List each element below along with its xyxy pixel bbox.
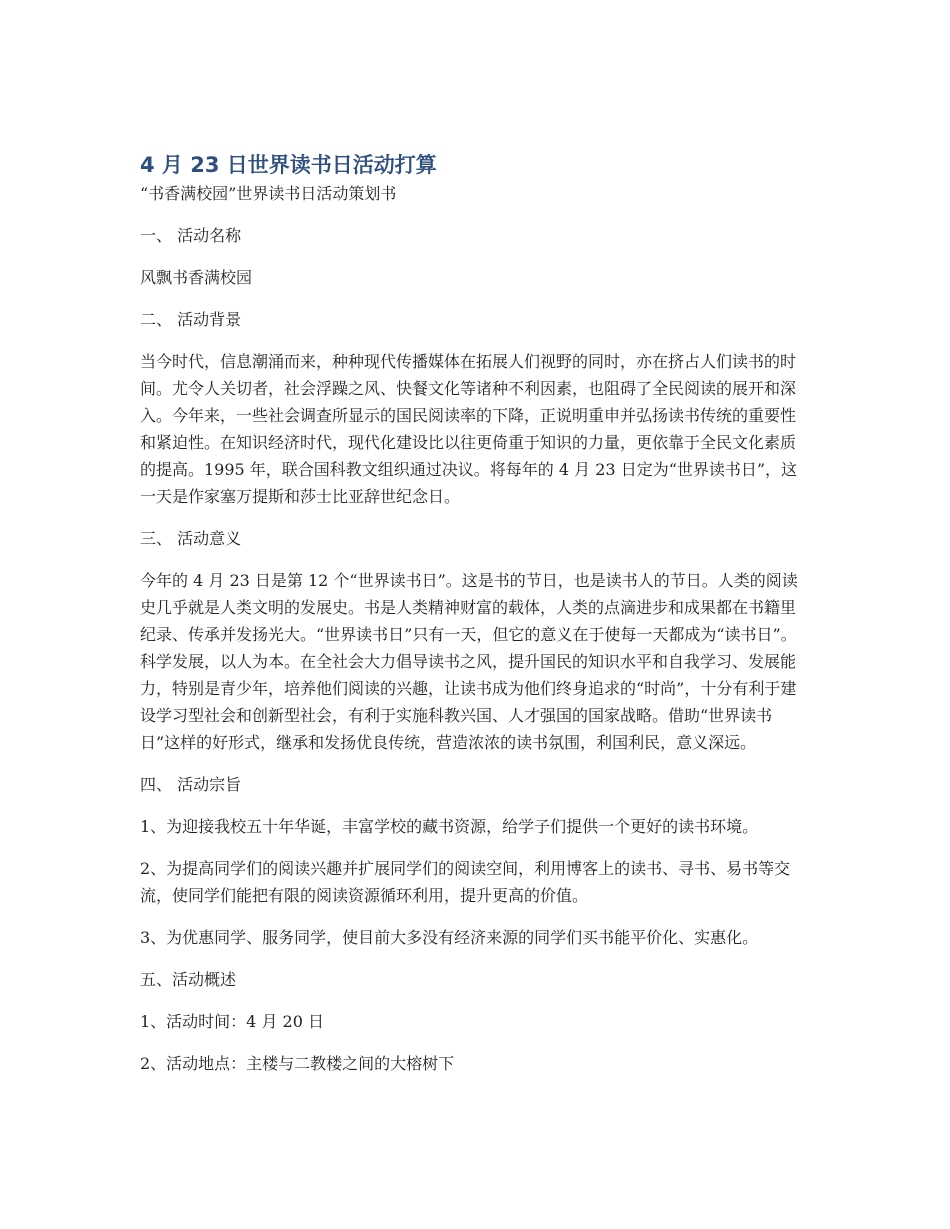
- purpose-item-2: 2、为提高同学们的阅读兴趣并扩展同学们的阅读空间，利用博客上的读书、寻书、易书等交流，使同学们能把有限的阅读资源循环利用，提升更高的价值。: [140, 859, 791, 905]
- document-page: [140, 150, 810, 1077]
- section-heading-background: 二、 活动背景: [140, 310, 242, 329]
- section-heading-overview: 五、活动概述: [140, 970, 237, 989]
- purpose-item-3: 3、为优惠同学、服务同学，使目前大多没有经济来源的同学们买书能平价化、实惠化。: [140, 928, 759, 947]
- purpose-item-1: 1、为迎接我校五十年华诞，丰富学校的藏书资源，给学子们提供一个更好的读书环境。: [140, 817, 759, 836]
- section-heading-significance: 三、 活动意义: [140, 529, 242, 548]
- section-body-background: 当今时代，信息潮涌而来，种种现代传播媒体在拓展人们视野的同时，亦在挤占人们读书的时间。尤令人关切者，社会浮躁之风、快餐文化等诸种不利因素，也阻碍了全民阅读的展开和深入。今年来，一些社会调查所显示的国民阅读率的下降，正说明重申并弘扬读书传统的重要性和紧迫性。在知识经济时代，现代化建设比以往更倚重于知识的力量，更依靠于全民文化素质的提高。1995 年，联合国科教文组织通过决议。将每年的 4 月 23 日定为“世界读书日”，这一天是作家塞万提斯和莎士比亚辞世纪念日。: [140, 352, 798, 506]
- overview-item-location: 2、活动地点：主楼与二教楼之间的大榕树下: [140, 1054, 455, 1073]
- section-heading-name: 一、 活动名称: [140, 226, 242, 245]
- overview-item-time: 1、活动时间：4 月 20 日: [140, 1012, 324, 1031]
- section-heading-purpose: 四、 活动宗旨: [140, 775, 242, 794]
- section-body-name: 风飘书香满校园: [140, 268, 253, 287]
- document-subtitle: “书香满校园”世界读书日活动策划书: [140, 184, 397, 203]
- document-title: 4 月 23 日世界读书日活动打算: [140, 153, 437, 177]
- section-body-significance: 今年的 4 月 23 日是第 12 个“世界读书日”。这是书的节日，也是读书人的节日。人类的阅读史几乎就是人类文明的发展史。书是人类精神财富的载体，人类的点滴进步和成果都在书籍里纪录、传承并发扬光大。“世界读书日”只有一天，但它的意义在于使每一天都成为“读书日”。科学发展，以人为本。在全社会大力倡导读书之风，提升国民的知识水平和自我学习、发展能力，特别是青少年，培养他们阅读的兴趣，让读书成为他们终身追求的“时尚”，十分有利于建设学习型社会和创新型社会，有利于实施科教兴国、人才强国的国家战略。借助“世界读书日”这样的好形式，继承和发扬优良传统，营造浓浓的读书氛围，利国利民，意义深远。: [140, 571, 798, 752]
